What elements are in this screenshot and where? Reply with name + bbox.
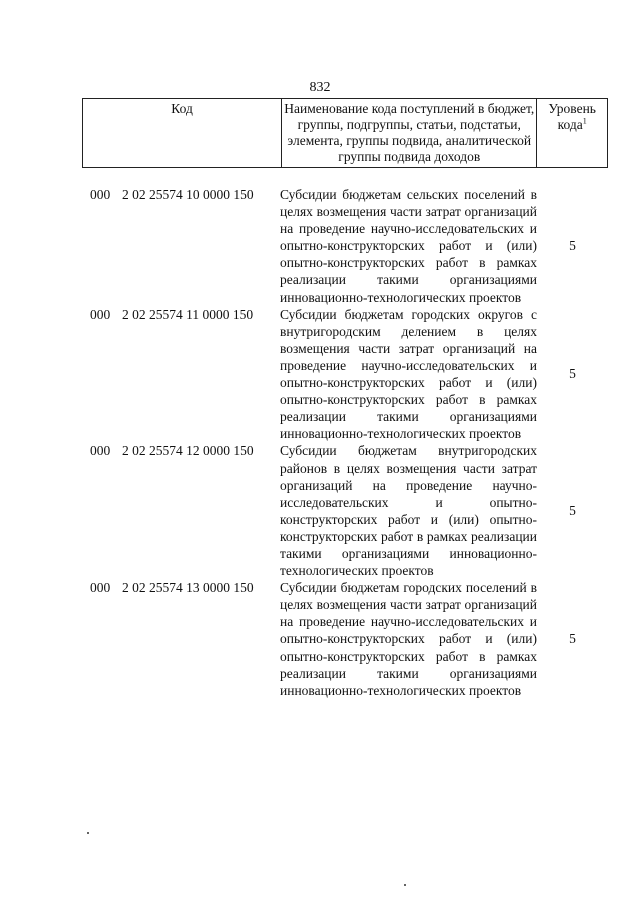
table-row — [82, 186, 608, 306]
table-body — [82, 186, 608, 699]
row-prefix: 000 — [90, 187, 111, 202]
header-name: Наименование кода поступлений в бюджет, группы, подгруппы, статьи, подстатьи, элемента, группы подвида, аналитической группы подвида доходов — [282, 99, 537, 168]
row-level: 5 — [569, 631, 576, 647]
row-code: 2 02 25574 11 0000 150 — [122, 306, 254, 322]
header-level — [537, 99, 608, 168]
page-number: 832 — [309, 80, 331, 95]
row-name: Субсидии бюджетам сельских поселений в целях возмещения части затрат организаций на проведение научно-исследовательских и опытно-конструкторских работ и (или) опытно-конструкторских работ в рамках реализации такими организациями инновационно-технологических проектов — [280, 187, 537, 305]
row-name: Субсидии бюджетам городских поселений в целях возмещения части затрат организаций на проведение научно-исследовательских и опытно-конструкторских работ и (или) опытно-конструкторских работ в рамках реализации такими организациями инновационно-технологических проектов — [280, 580, 537, 698]
table-row — [82, 306, 608, 443]
header-code: Код — [83, 99, 282, 168]
row-name: Субсидии бюджетам внутригородских районов в целях возмещения части затрат организаций на проведение научно-исследовательских и опытно-конструкторских работ и (или) опытно-конструкторских работ в рамках реализации такими организациями инновационно-технологических проектов — [280, 443, 537, 579]
scan-speck — [87, 832, 89, 834]
row-code: 2 02 25574 10 0000 150 — [122, 187, 254, 202]
scan-speck — [404, 884, 406, 886]
table-row — [82, 442, 608, 579]
header-level-footnote: 1 — [582, 116, 587, 126]
row-name: Субсидии бюджетам городских округов с внутригородским делением в целях возмещения части затрат организаций на проведение научно-исследовательских и опытно-конструкторских работ и (или) опытно-конструкторских работ в рамках реализации такими организациями инновационно-технологических проектов — [280, 306, 537, 442]
row-level: 5 — [569, 238, 576, 254]
header-level-label: Уровень кода — [548, 101, 596, 132]
row-code: 2 02 25574 12 0000 150 — [122, 443, 254, 459]
row-prefix: 000 — [90, 580, 111, 596]
row-code: 2 02 25574 13 0000 150 — [122, 580, 254, 596]
row-prefix: 000 — [90, 443, 111, 459]
table-row — [82, 579, 608, 699]
row-level: 5 — [569, 366, 576, 382]
table-header — [82, 98, 608, 168]
row-level: 5 — [569, 503, 576, 519]
row-prefix: 000 — [90, 306, 111, 322]
